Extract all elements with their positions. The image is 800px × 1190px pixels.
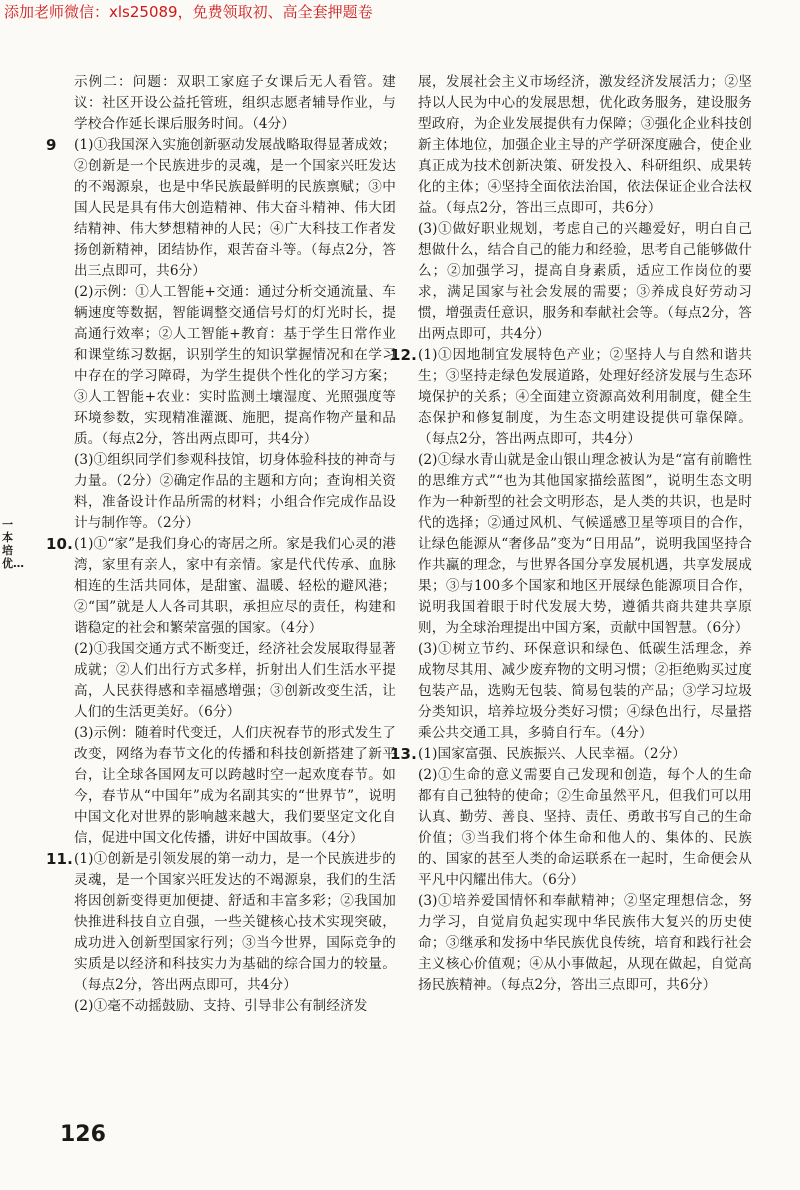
answer-paragraph: (1)国家富强、民族振兴、人民幸福。（2分） xyxy=(418,746,686,762)
question-number: 12. xyxy=(390,346,417,364)
left-continuation xyxy=(60,72,396,135)
answer-paragraph: (3)①做好职业规划，考虑自己的兴趣爱好，明白自己想做什么，结合自己的能力和经验，思考自己能够做什么；②加强学习，提高自身素质，适应工作岗位的要求，满足国家与社会发展的需要；③养成良好劳动习惯，增强责任意识，服务和奉献社会等。（每点2分，答出两点即可，共4分） xyxy=(418,221,752,342)
answer-paragraph: (3)①树立节约、环保意识和绿色、低碳生活理念，养成物尽其用、减少废弃物的文明习惯；②拒绝购买过度包装产品，选购无包装、简易包装的产品；③学习垃圾分类知识，培养垃圾分类好习惯；④绿色出行，尽量搭乘公共交通工具，多骑自行车。（4分） xyxy=(418,641,752,741)
answer-paragraph: (2)①绿水青山就是金山银山理念被认为是“富有前瞻性的思维方式”“也为其他国家描绘蓝图”，说明生态文明作为一种新型的社会文明形态，是人类的共识，也是时代的选择；②通过风机、气候遥感卫星等项目的合作，让绿色能源从“奢侈品”变为“日用品”，说明我国坚持合作共赢的理念，与世界各国分享发展机遇，共享发展成果；③与100多个国家和地区开展绿色能源项目合作，说明我国着眼于时代发展大势，遵循共商共建共享原则，为全球治理提出中国方案，贡献中国智慧。（6分） xyxy=(418,452,752,636)
answer-paragraph: (1)①“家”是我们身心的寄居之所。家是我们心灵的港湾，家里有亲人，家中有亲情。家是代代传承、血脉相连的生活共同体，是甜蜜、温暖、轻松的避风港；②“国”就是人人各司其职，承担应尽的责任，构建和谐稳定的社会和繁荣富强的国家。（4分） xyxy=(74,536,396,636)
answer-paragraph: (3)①培养爱国情怀和奉献精神；②坚定理想信念，努力学习，自觉肩负起实现中华民族伟大复兴的历史使命；③继承和发扬中华民族优良传统，培育和践行社会主义核心价值观；④从小事做起，从现在做起，自觉高扬民族精神。（每点2分，答出三点即可，共6分） xyxy=(418,893,752,993)
answer-paragraph: 展，发展社会主义市场经济，激发经济发展活力；②坚持以人民为中心的发展思想，优化政务服务，建设服务型政府，为企业发展提供有力保障；③强化企业科技创新主体地位，加强企业主导的产学研深度融合，使企业真正成为技术创新决策、研发投入、科研组织、成果转化的主体；④坚持全面依法治国，依法保证企业合法权益。（每点2分，答出三点即可，共6分） xyxy=(418,74,752,216)
answer-paragraph: (3)①组织同学们参观科技馆，切身体验科技的神奇与力量。（2分）②确定作品的主题和方向；查询相关资料，准备设计作品所需的材料；小组合作完成作品设计与制作等。（2分） xyxy=(74,452,396,531)
question-number: 10. xyxy=(46,535,73,553)
question-12 xyxy=(390,345,752,744)
answer-paragraph: (2)①毫不动摇鼓励、支持、引导非公有制经济发 xyxy=(74,998,368,1014)
question-number: 13. xyxy=(390,745,417,763)
question-number: 9 xyxy=(46,136,57,154)
answer-paragraph: (1)①创新是引领发展的第一动力，是一个民族进步的灵魂，是一个国家兴旺发达的不竭源泉，我们的生活将因创新变得更加便捷、舒适和丰富多彩；②我国加快推进科技自立自强，一些关键核心技术实现突破，成功进入创新型国家行列；③当今世界，国际竞争的实质是以经济和科技实力为基础的综合国力的较量。（每点2分，答出两点即可，共4分） xyxy=(74,851,396,993)
page-number: 126 xyxy=(60,1122,106,1147)
question-number: 11. xyxy=(46,850,73,868)
right-continuation xyxy=(404,72,752,345)
answer-paragraph: (2)①我国交通方式不断变迁，经济社会发展取得显著成就；②人们出行方式多样，折射出人们生活水平提高，人民获得感和幸福感增强；③创新改变生活，让人们的生活更美好。（6分） xyxy=(74,641,396,720)
answer-paragraph: (2)①生命的意义需要自己发现和创造，每个人的生命都有自己独特的使命；②生命虽然平凡，但我们可以用认真、勤劳、善良、坚持、责任、勇敢书写自己的生命价值；③当我们将个体生命和他人的、集体的、民族的、国家的甚至人类的命运联系在一起时，生命便会从平凡中闪耀出伟大。（6分） xyxy=(418,767,752,888)
answer-paragraph: (3)示例：随着时代变迁，人们庆祝春节的形式发生了改变，网络为春节文化的传播和科技创新搭建了新平台，让全球各国网友可以跨越时空一起欢度春节。如今，春节从“中国年”成为名副其实的“世界节”，说明中国文化对世界的影响越来越大，我们要坚定文化自信，促进中国文化传播，讲好中国故事。（4分） xyxy=(74,725,396,846)
question-13 xyxy=(390,744,752,996)
left-column xyxy=(46,72,396,1017)
right-column xyxy=(390,72,752,996)
answer-paragraph: (2)示例：①人工智能+交通：通过分析交通流量、车辆速度等数据，智能调整交通信号灯的灯光时长，提高通行效率；②人工智能+教育：基于学生日常作业和课堂练习数据，识别学生的知识掌握情况和在学习中存在的学习障碍，为学生提供个性化的学习方案；③人工智能+农业：实时监测土壤湿度、光照强度等环境参数，实现精准灌溉、施肥，提高作物产量和品质。（每点2分，答出两点即可，共4分） xyxy=(74,284,396,447)
question-11 xyxy=(46,849,396,1017)
answer-paragraph: (1)①我国深入实施创新驱动发展战略取得显著成效；②创新是一个民族进步的灵魂，是一个国家兴旺发达的不竭源泉，也是中华民族最鲜明的民族禀赋；③中国人民是具有伟大创造精神、伟大奋斗精神、伟大团结精神、伟大梦想精神的人民；④广大科技工作者发扬创新精神，团结协作，艰苦奋斗等。（每点2分，答出三点即可，共6分） xyxy=(74,137,396,279)
answer-paragraph: (1)①因地制宜发展特色产业；②坚持人与自然和谐共生；③坚持走绿色发展道路，处理好经济发展与生态环境保护的关系；④全面建立资源高效利用制度，健全生态保护和修复制度，为生态文明建设提供可靠保障。（每点2分，答出两点即可，共4分） xyxy=(418,347,752,447)
question-9 xyxy=(46,135,396,534)
question-10 xyxy=(46,534,396,849)
answer-paragraph: 示例二：问题：双职工家庭子女课后无人看管。建议：社区开设公益托管班，组织志愿者辅导作业，与学校合作延长课后服务时间。（4分） xyxy=(74,74,396,132)
side-watermark: 一本培优… xyxy=(2,518,24,570)
promo-banner: 添加老师微信：xls25089，免费领取初、高全套押题卷 xyxy=(4,3,373,21)
